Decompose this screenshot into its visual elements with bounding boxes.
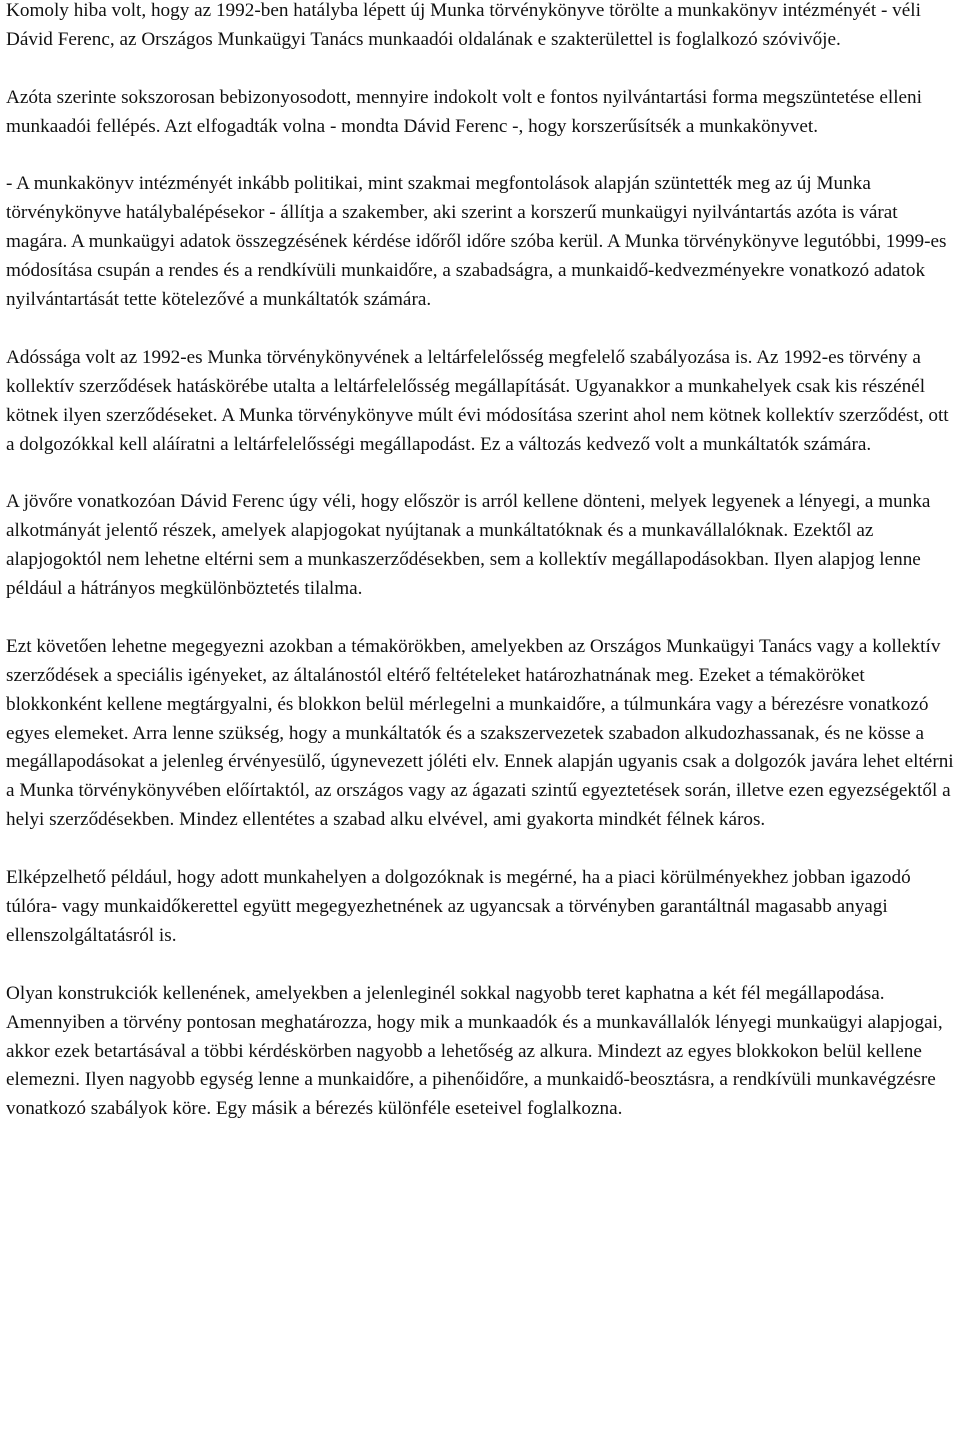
- paragraph-2: Azóta szerinte sokszorosan bebizonyosodott, mennyire indokolt volt e fontos nyilvántartási forma megszüntetése elleni munkaadói fellépés. Azt elfogadták volna - mondta Dávid Ferenc -, hogy korszerűsítsék a munkakönyvet.: [6, 86, 922, 137]
- paragraph-3: - A munkakönyv intézményét inkább politikai, mint szakmai megfontolások alapján szüntették meg az új Munka törvénykönyve hatálybalépésekor - állítja a szakember, aki szerint a korszerű munkaügyi nyilvántartás azóta is várat magára. A munkaügyi adatok összegzésének kérdése időről időre szóba kerül. A Munka törvénykönyve legutóbbi, 1999-es módosítása csupán a rendes és a rendkívüli munkaidőre, a szabadságra, a munkaidő-kedvezményekre vonatkozó adatok nyilvántartását tette kötelezővé a munkáltatók számára.: [6, 173, 947, 311]
- paragraph-8: Olyan konstrukciók kellenének, amelyekben a jelenleginél sokkal nagyobb teret kaphatna a két fél megállapodása. Amennyiben a törvény pontosan meghatározza, hogy mik a munkaadók és a munkavállalók lényegi munkaügyi alapjogai, akkor ezek betartásával a többi kérdéskörben nagyobb a lehetőség az alkura. Mindezt az egyes blokkokon belül kellene elemezni. Ilyen nagyobb egység lenne a munkaidőre, a pihenőidőre, a munkaidő-beosztásra, a rendkívüli munkavégzésre vonatkozó szabályok köre. Egy másik a bérezés különféle eseteivel foglalkozna.: [6, 982, 943, 1120]
- paragraph-1: Komoly hiba volt, hogy az 1992-ben hatályba lépett új Munka törvénykönyve törölte a munkakönyv intézményét - véli Dávid Ferenc, az Országos Munkaügyi Tanács munkaadói oldalának e szakterülettel is foglalkozó szóvivője.: [6, 0, 921, 50]
- paragraph-4: Adóssága volt az 1992-es Munka törvénykönyvének a leltárfelelősség megfelelő szabályozása is. Az 1992-es törvény a kollektív szerződések hatáskörébe utalta a leltárfelelősség megállapítását. Ugyanakkor a munkahelyek csak kis részénél kötnek ilyen szerződéseket. A Munka törvénykönyve múlt évi módosítása szerint ahol nem kötnek kollektív szerződést, ott a dolgozókkal kell aláíratni a leltárfelelősségi megállapodást. Ez a változás kedvező volt a munkáltatók számára.: [6, 346, 949, 455]
- paragraph-7: Elképzelhető például, hogy adott munkahelyen a dolgozóknak is megérné, ha a piaci körülményekhez jobban igazodó túlóra- vagy munkaidőkerettel együtt megegyezhetnének az ugyancsak a törvényben garantáltnál magasabb anyagi ellenszolgáltatásról is.: [6, 867, 911, 946]
- paragraph-6: Ezt követően lehetne megegyezni azokban a témakörökben, amelyekben az Országos Munkaügyi Tanács vagy a kollektív szerződések a speciális igényeket, az általánostól eltérő feltételeket határozhatnának meg. Ezeket a témaköröket blokkonként kellene megtárgyalni, és blokkon belül mérlegelni a munkaidőre, a túlmunkára vagy a bérezésre vonatkozó egyes elemeket. Arra lenne szükség, hogy a munkáltatók és a szakszervezetek szabadon alkudozhassanak, és ne kösse a megállapodásokat a jelenleg érvényesülő, úgynevezett jóléti elv. Ennek alapján ugyanis csak a dolgozók javára lehet eltérni a Munka törvénykönyvében előírtaktól, az országos vagy az ágazati szintű egyeztetések során, illetve ezen egyezségektől a helyi szerződésekben. Mindez ellentétes a szabad alku elvével, ami gyakorta mindkét félnek káros.: [6, 635, 954, 831]
- paragraph-5: A jövőre vonatkozóan Dávid Ferenc úgy véli, hogy először is arról kellene dönteni, melyek legyenek a lényegi, a munka alkotmányát jelentő részek, amelyek alapjogokat nyújtanak a munkáltatóknak és a munkavállalóknak. Ezektől az alapjogoktól nem lehetne eltérni sem a munkaszerződésekben, sem a kollektív megállapodásokban. Ilyen alapjog lenne például a hátrányos megkülönböztetés tilalma.: [6, 491, 931, 600]
